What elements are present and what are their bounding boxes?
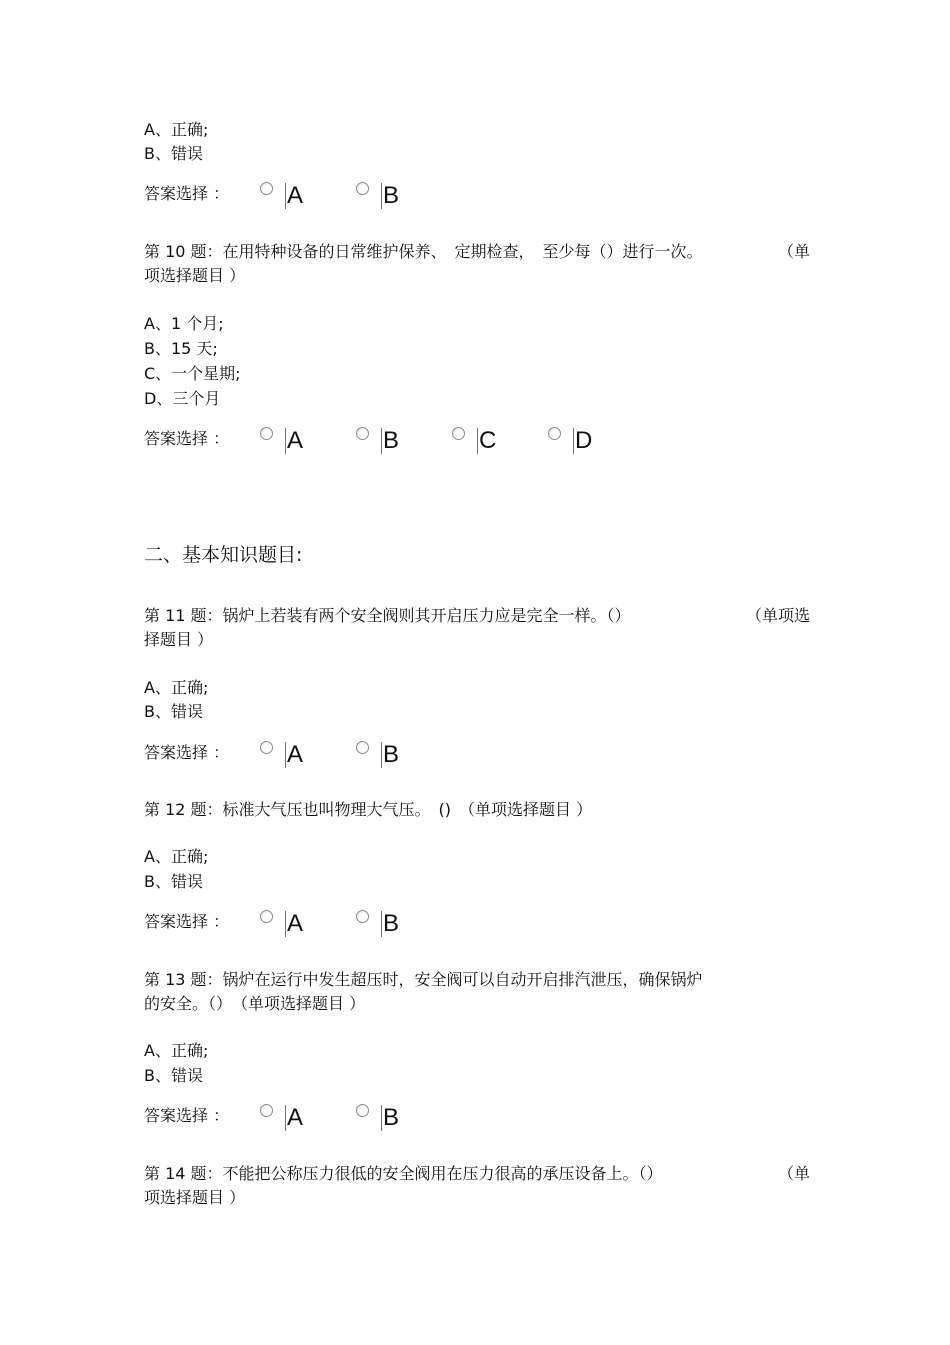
q10-text-continued: 项选择题目 ） xyxy=(144,266,246,285)
q12-text: 第 12 题：标准大气压也叫物理大气压。 () （单项选择题目 ） xyxy=(144,800,593,819)
choice-letter: A xyxy=(287,910,304,937)
choice-letter: A xyxy=(287,182,304,209)
radio-icon[interactable] xyxy=(260,1104,273,1117)
q12-option-a: A、正确; xyxy=(144,847,209,866)
choice-letter: A xyxy=(287,427,304,454)
q11-text: 第 11 题：锅炉上若装有两个安全阀则其开启压力应是完全一样。（） xyxy=(144,606,631,625)
radio-icon[interactable] xyxy=(356,1104,369,1117)
radio-icon[interactable] xyxy=(356,741,369,754)
answer-label: 答案选择 ： xyxy=(144,429,230,448)
radio-icon[interactable] xyxy=(356,427,369,440)
q12-option-b: B、错误 xyxy=(144,872,203,891)
radio-icon[interactable] xyxy=(548,427,561,440)
radio-icon[interactable] xyxy=(356,910,369,923)
q10-option-a: A、1 个月; xyxy=(144,314,224,333)
radio-icon[interactable] xyxy=(260,741,273,754)
q10-option-c: C、一个星期; xyxy=(144,364,241,383)
answer-label: 答案选择 ： xyxy=(144,743,230,762)
q10-choice-d[interactable] xyxy=(548,424,644,454)
q13-text: 第 13 题：锅炉在运行中发生超压时，安全阀可以自动开启排汽泄压，确保锅炉 xyxy=(144,970,703,989)
q12-choice-a[interactable] xyxy=(260,907,356,937)
q10-question xyxy=(144,240,810,288)
choice-letter: B xyxy=(383,910,400,937)
choice-letter: C xyxy=(479,427,497,454)
q10-option-d: D、三个月 xyxy=(144,389,221,408)
choice-letter: B xyxy=(383,741,400,768)
q13-option-b: B、错误 xyxy=(144,1066,203,1085)
answer-label: 答案选择 ： xyxy=(144,912,230,931)
q9-option-b: B、错误 xyxy=(144,144,203,163)
radio-icon[interactable] xyxy=(356,182,369,195)
radio-icon[interactable] xyxy=(452,427,465,440)
q11-option-b: B、错误 xyxy=(144,702,203,721)
q11-type-tag: （单项选 xyxy=(745,606,810,625)
q10-option-b: B、15 天; xyxy=(144,339,218,358)
q11-answer-row xyxy=(144,735,452,771)
choice-letter: A xyxy=(287,741,304,768)
q14-text: 第 14 题：不能把公称压力很低的安全阀用在压力很高的承压设备上。（） xyxy=(144,1164,663,1183)
choice-letter: B xyxy=(383,182,400,209)
q14-question xyxy=(144,1162,810,1210)
answer-label: 答案选择 ： xyxy=(144,184,230,203)
q12-answer-row xyxy=(144,904,452,940)
q10-choice-b[interactable] xyxy=(356,424,452,454)
q11-choice-a[interactable] xyxy=(260,738,356,768)
choice-letter: A xyxy=(287,1104,304,1131)
q13-option-a: A、正确; xyxy=(144,1041,209,1060)
q14-type-tag: （单 xyxy=(777,1164,810,1183)
q12-choice-b[interactable] xyxy=(356,907,452,937)
radio-icon[interactable] xyxy=(260,910,273,923)
q9-choice-b[interactable] xyxy=(356,179,452,209)
q10-type-tag: （单 xyxy=(777,242,810,261)
choice-letter: D xyxy=(575,427,593,454)
q14-text-continued: 项选择题目 ） xyxy=(144,1188,246,1207)
q10-answer-row xyxy=(144,421,644,457)
q10-choice-c[interactable] xyxy=(452,424,548,454)
choice-letter: B xyxy=(383,1104,400,1131)
q9-option-a: A、正确; xyxy=(144,120,209,139)
q10-choice-a[interactable] xyxy=(260,424,356,454)
q11-choice-b[interactable] xyxy=(356,738,452,768)
q13-choice-b[interactable] xyxy=(356,1101,452,1131)
section-title: 二、基本知识题目: xyxy=(144,544,303,566)
q11-text-continued: 择题目 ） xyxy=(144,630,214,649)
q11-option-a: A、正确; xyxy=(144,678,209,697)
q13-text-continued: 的安全。（） （单项选择题目 ） xyxy=(144,994,366,1013)
radio-icon[interactable] xyxy=(260,427,273,440)
q10-text: 第 10 题：在用特种设备的日常维护保养、 定期检查， 至少每（）进行一次。 xyxy=(144,242,703,261)
choice-letter: B xyxy=(383,427,400,454)
q13-answer-row xyxy=(144,1098,452,1134)
radio-icon[interactable] xyxy=(260,182,273,195)
q11-question xyxy=(144,604,810,652)
q9-choice-a[interactable] xyxy=(260,179,356,209)
q9-answer-row xyxy=(144,176,452,212)
q13-choice-a[interactable] xyxy=(260,1101,356,1131)
answer-label: 答案选择 ： xyxy=(144,1106,230,1125)
